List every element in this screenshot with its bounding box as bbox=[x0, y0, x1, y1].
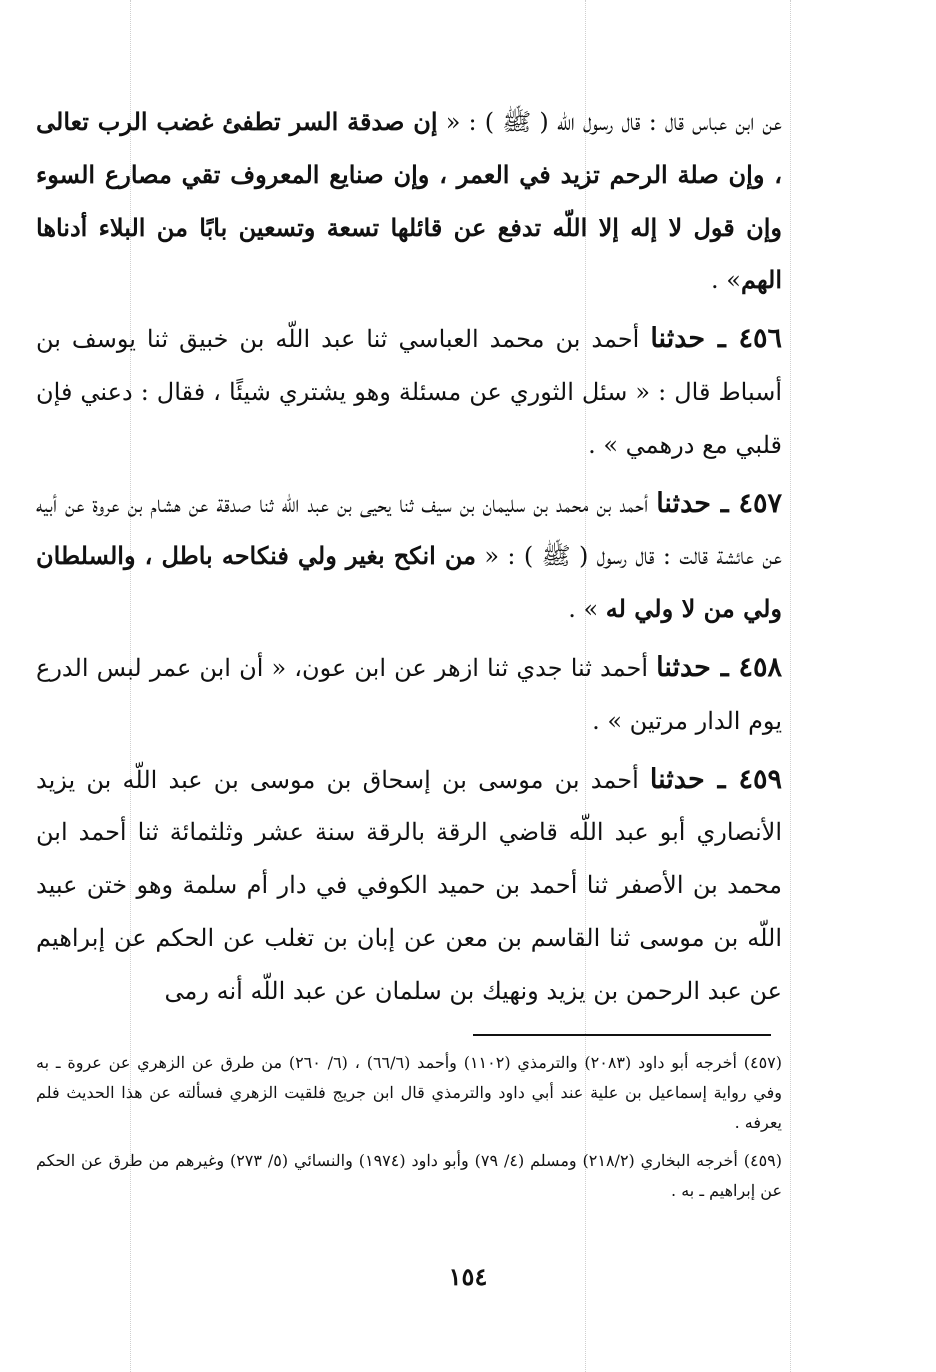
paragraph-tail: » . bbox=[711, 266, 741, 295]
paragraph-text: أحمد ثنا جدي ثنا ازهر عن ابن عون، « أن ابن عمر لبس الدرع يوم الدار مرتين » . bbox=[36, 653, 782, 735]
hadith-number: ٤٥٧ ـ حدثنا bbox=[656, 487, 782, 519]
paragraph-text: عن ابن عباس قال : قال رسول اللّه ( ﷺ ) : « bbox=[437, 108, 782, 136]
quoted-hadith: من انكح بغير ولي فنكاحه باطل ، والسلطان ولي من لا ولي له bbox=[36, 541, 782, 624]
paragraph-459 bbox=[36, 754, 782, 1018]
paragraph-458 bbox=[36, 642, 782, 748]
paragraph-hadith-intro bbox=[36, 96, 782, 307]
hadith-number: ٤٥٦ ـ حدثنا bbox=[650, 323, 782, 355]
page-number: ١٥٤ bbox=[448, 1262, 488, 1291]
hadith-number: ٤٥٨ ـ حدثنا bbox=[656, 651, 782, 683]
main-text bbox=[36, 96, 782, 1024]
paragraph-text: أحمد بن محمد العباسي ثنا عبد اللّه بن خبيق ثنا يوسف بن أسباط قال : « سئل الثوري عن مسئلة وهو يشتري شيئًا ، فقال : دعني فإن قلبي مع درهمي » . bbox=[36, 325, 782, 459]
footnotes bbox=[36, 1048, 782, 1214]
quoted-hadith: إن صدقة السر تطفئ غضب الرب تعالى ، وإن صلة الرحم تزيد في العمر ، وإن صنايع المعروف تقي مصارع السوء وإن قول لا إله إلا اللّه تدفع عن قائلها تسعة وتسعين بابًا من البلاء أدناها الهم bbox=[36, 107, 782, 295]
paragraph-457 bbox=[36, 478, 782, 636]
paragraph-text: أحمد بن موسى بن إسحاق بن موسى بن عبد اللّه بن يزيد الأنصاري أبو عبد اللّه قاضي الرقة بالرقة سنة عشر وثلثمائة ثنا أحمد ابن محمد بن الأصفر ثنا أحمد بن حميد الكوفي في دار أم سلمة وهو ختن عبيد اللّه بن موسى ثنا القاسم بن معن عن إبان بن تغلب عن الحكم عن إبراهيم عن عبد الرحمن بن يزيد ونهيك بن سلمان عن عبد اللّه أنه رمى bbox=[36, 765, 782, 1005]
paragraph-456 bbox=[36, 313, 782, 471]
hadith-number: ٤٥٩ ـ حدثنا bbox=[649, 763, 782, 795]
footnote-457: (٤٥٧) أخرجه أبو داود (٢٠٨٣) والترمذي (١١٠٢) وأحمد (٦٦/٦) ، (٦/ ٢٦٠) من طرق عن الزهري عن عروة ـ به وفي رواية إسماعيل بن علية عند أبي داود والترمذي قال ابن جريج فلقيت الزهري فسألته عن هذا الحديث فلم يعرفه . bbox=[36, 1053, 783, 1132]
footnote-divider bbox=[473, 1034, 771, 1036]
paragraph-text: أحمد بن محمد بن سليمان بن سيف ثنا يحيى بن عبد اللّه ثنا صدقة عن هشام بن عروة عن أبيه عن عائشة قالت : قال رسول ( ﷺ ) : « bbox=[36, 489, 782, 571]
paragraph-tail: » . bbox=[568, 595, 606, 624]
scan-guide-line bbox=[790, 0, 791, 1372]
footnote-459: (٤٥٩) أخرجه البخاري (٢١٨/٢) ومسلم (٤/ ٧٩) وأبو داود (١٩٧٤) والنسائي (٥/ ٢٧٣) وغيرهم من طرق عن الحكم عن إبراهيم ـ به . bbox=[36, 1151, 782, 1200]
